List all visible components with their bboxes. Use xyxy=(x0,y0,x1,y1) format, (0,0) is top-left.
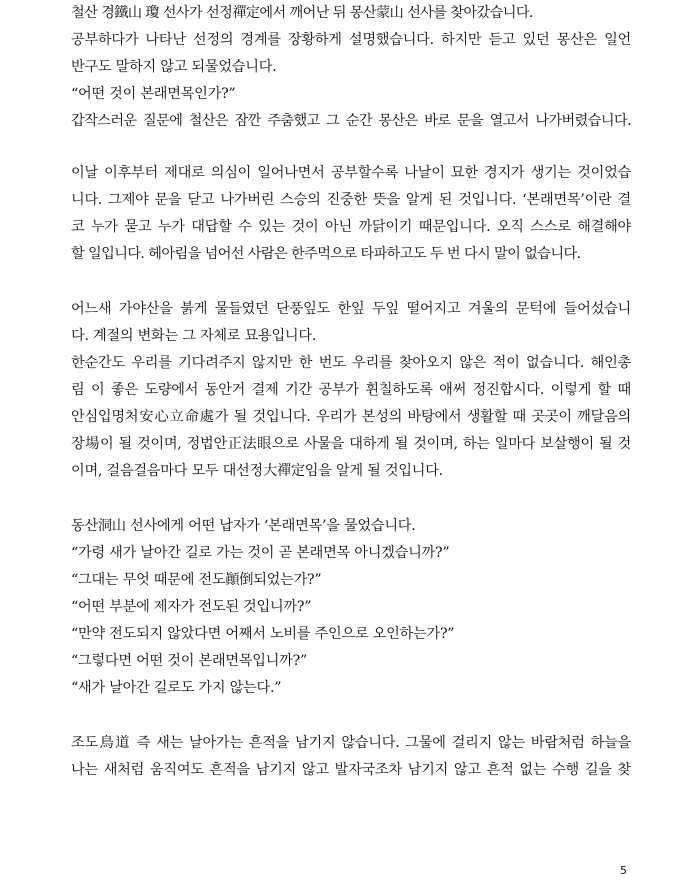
paragraph-3-line-5: 안심입명처安心立命處가 될 것입니다. 우리가 본성의 바탕에서 생활할 때 곳곳이 깨달음의 xyxy=(71,409,631,425)
paragraph-2-line-2: 니다. 그제야 문을 닫고 나가버린 스승의 진중한 뜻을 알게 된 것입니다. ‘본래면목’이란 결 xyxy=(71,192,631,208)
paragraph-2-line-3: 코 누가 묻고 누가 대답할 수 있는 것이 아닌 까닭이기 때문입니다. 오직 스스로 해결해야 xyxy=(71,219,631,235)
paragraph-3-line-2: 다. 계절의 변화는 그 자체로 묘용입니다. xyxy=(71,328,317,344)
paragraph-4-line-6: “그렇다면 어떤 것이 본래면목입니까?” xyxy=(71,653,307,669)
paragraph-5-line-2: 나는 새처럼 움직여도 흔적을 남기지 않고 발자국조차 남기지 않고 흔적 없는 수행 길을 찾 xyxy=(71,762,631,778)
paragraph-1-line-4: “어떤 것이 본래면목인가?” xyxy=(71,86,236,102)
paragraph-1-line-2: 공부하다가 나타난 선정의 경계를 장황하게 설명했습니다. 하지만 듣고 있던 몽산은 일언 xyxy=(71,32,631,48)
paragraph-2-line-4: 할 일입니다. 헤아림을 넘어선 사람은 한주먹으로 타파하고도 두 번 다시 말이 없습니다. xyxy=(71,246,581,262)
paragraph-4-line-7: “새가 날아간 길로도 가지 않는다.” xyxy=(71,680,282,696)
paragraph-4-line-3: “그대는 무엇 때문에 전도顚倒되었는가?” xyxy=(71,572,322,588)
document-page xyxy=(71,0,631,885)
paragraph-3-line-4: 림 이 좋은 도량에서 동안거 결제 기간 공부가 휜칠하도록 애써 정진합시다. 이렇게 할 때 xyxy=(71,382,631,398)
paragraph-4-line-5: “만약 전도되지 않았다면 어째서 노비를 주인으로 오인하는가?” xyxy=(71,626,455,642)
paragraph-3-line-1: 어느새 가야산을 붉게 물들였던 단풍잎도 한잎 두잎 떨어지고 겨울의 문턱에 들어섰습니 xyxy=(71,301,631,317)
paragraph-3-line-6: 장場이 될 것이며, 정법안正法眼으로 사물을 대하게 될 것이며, 하는 일마다 보살행이 될 것 xyxy=(71,436,631,452)
paragraph-1-line-1: 철산 경鐵山 瓊 선사가 선정禪定에서 깨어난 뒤 몽산蒙山 선사를 찾아갔습니다. xyxy=(71,5,533,21)
paragraph-1-line-3: 반구도 말하지 않고 되물었습니다. xyxy=(71,59,277,75)
paragraph-3-line-3: 한순간도 우리를 기다려주지 않지만 한 번도 우리를 찾아오지 않은 적이 없습니다. 해인총 xyxy=(71,355,631,371)
paragraph-4-line-2: “가령 새가 날아간 길로 가는 것이 곧 본래면목 아니겠습니까?” xyxy=(71,545,450,561)
paragraph-4-line-1: 동산洞山 선사에게 어떤 납자가 ‘본래면목’을 물었습니다. xyxy=(71,518,416,534)
paragraph-3-line-7: 이며, 걸음걸음마다 모두 대선정大禪定임을 알게 될 것입니다. xyxy=(71,463,443,479)
paragraph-2-line-1: 이날 이후부터 제대로 의심이 일어나면서 공부할수록 나날이 묘한 경지가 생기는 것이었습 xyxy=(71,165,631,181)
paragraph-4-line-4: “어떤 부분에 제자가 전도된 것입니까?” xyxy=(71,599,312,615)
paragraph-1-line-5: 갑작스러운 질문에 철산은 잠깐 주춤했고 그 순간 몽산은 바로 문을 열고서 나가버렸습니다. xyxy=(71,113,631,129)
paragraph-5-line-1: 조도鳥道 즉 새는 날아가는 흔적을 남기지 않습니다. 그물에 걸리지 않는 바람처럼 하늘을 xyxy=(71,735,631,751)
page-number: 5 xyxy=(620,864,627,877)
